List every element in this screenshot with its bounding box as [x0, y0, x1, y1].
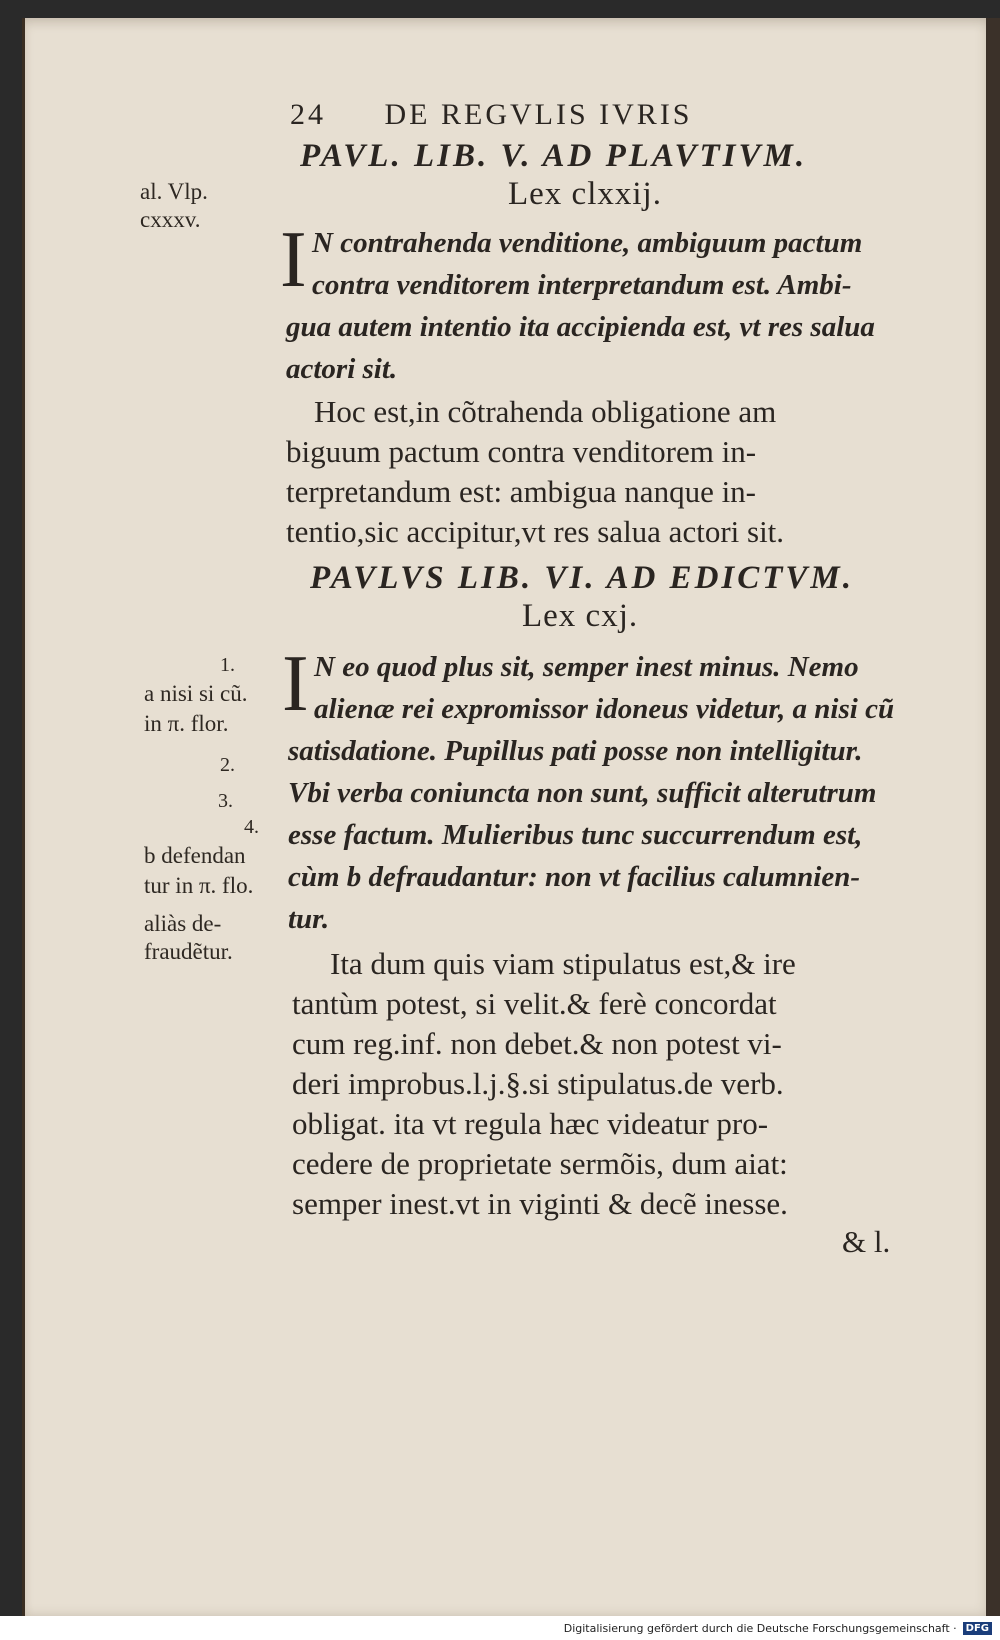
law-line: gua autem intentio ita accipienda est, vt res salua	[286, 311, 875, 343]
commentary-line: deri improbus.l.j.§.si stipulatus.de verb.	[292, 1066, 784, 1101]
margin-note-line: a nisi si cũ.	[144, 681, 248, 706]
margin-note-line: al. Vlp.	[140, 179, 208, 204]
law-line: Vbi verba coniuncta non sunt, sufficit alterutrum	[288, 777, 877, 809]
running-header	[290, 98, 693, 132]
margin-number: 3.	[218, 790, 233, 812]
law-line: N eo quod plus sit, semper inest minus. Nemo	[314, 651, 859, 683]
margin-number: 1.	[220, 654, 235, 676]
digitization-footer	[0, 1616, 1000, 1640]
commentary-line: terpretandum est: ambigua nanque in-	[286, 474, 757, 509]
law-line: esse factum. Mulieribus tunc succurrendum est,	[288, 819, 863, 851]
law-line: satisdatione. Pupillus pati posse non intelligitur.	[288, 735, 863, 767]
running-title: DE REGVLIS IVRIS	[384, 98, 693, 131]
law-line: tur.	[288, 903, 330, 935]
commentary-line: tentio,sic accipitur,vt res salua actori sit.	[286, 514, 785, 549]
margin-note-line: cxxxv.	[140, 207, 201, 232]
commentary-line: cedere de proprietate sermõis, dum aiat:	[292, 1146, 788, 1181]
commentary-line: Ita dum quis viam stipulatus est,& ire	[330, 946, 796, 981]
drop-initial-1: I	[280, 216, 307, 304]
law-line: N contrahenda venditione, ambiguum pactum	[312, 227, 863, 259]
commentary-line: cum reg.inf. non debet.& non potest vi-	[292, 1026, 782, 1061]
commentary-line: obligat. ita vt regula hæc videatur pro-	[292, 1106, 769, 1141]
commentary-line: biguum pactum contra venditorem in-	[286, 434, 757, 469]
dfg-logo: DFG	[963, 1622, 992, 1635]
law-line: alienæ rei expromissor idoneus videtur, a nisi cũ	[314, 693, 895, 725]
section-heading-2: PAVLVS LIB. VI. AD EDICTVM.	[310, 560, 855, 596]
margin-note-line: b defendan	[144, 843, 246, 868]
margin-note-line: tur in π. flo.	[144, 873, 254, 898]
section-heading-1: PAVL. LIB. V. AD PLAVTIVM.	[300, 138, 808, 174]
footer-text: Digitalisierung gefördert durch die Deutsche Forschungsgemeinschaft ·	[563, 1621, 957, 1635]
law-line: cùm b defraudantur: non vt facilius calumnien-	[288, 861, 861, 893]
margin-note-line: in π. flor.	[144, 711, 229, 736]
book-spine	[986, 18, 1000, 1616]
catchword: & l.	[842, 1224, 891, 1259]
lex-number-1: Lex clxxij.	[508, 176, 662, 212]
margin-number: 2.	[220, 754, 235, 776]
page-number: 24	[290, 98, 326, 131]
margin-note-line: aliàs de-	[144, 911, 222, 936]
commentary-line: tantùm potest, si velit.& ferè concordat	[292, 986, 777, 1021]
law-line: actori sit.	[286, 353, 398, 385]
lex-number-2: Lex cxj.	[522, 598, 639, 634]
margin-note-line: fraudẽtur.	[144, 939, 233, 964]
commentary-line: semper inest.vt in viginti & decẽ inesse.	[292, 1186, 788, 1221]
law-line: contra venditorem interpretandum est. Ambi-	[312, 269, 852, 301]
commentary-line: Hoc est,in cõtrahenda obligatione am	[314, 394, 777, 429]
margin-number: 4.	[244, 816, 259, 838]
drop-initial-2: I	[282, 640, 309, 728]
